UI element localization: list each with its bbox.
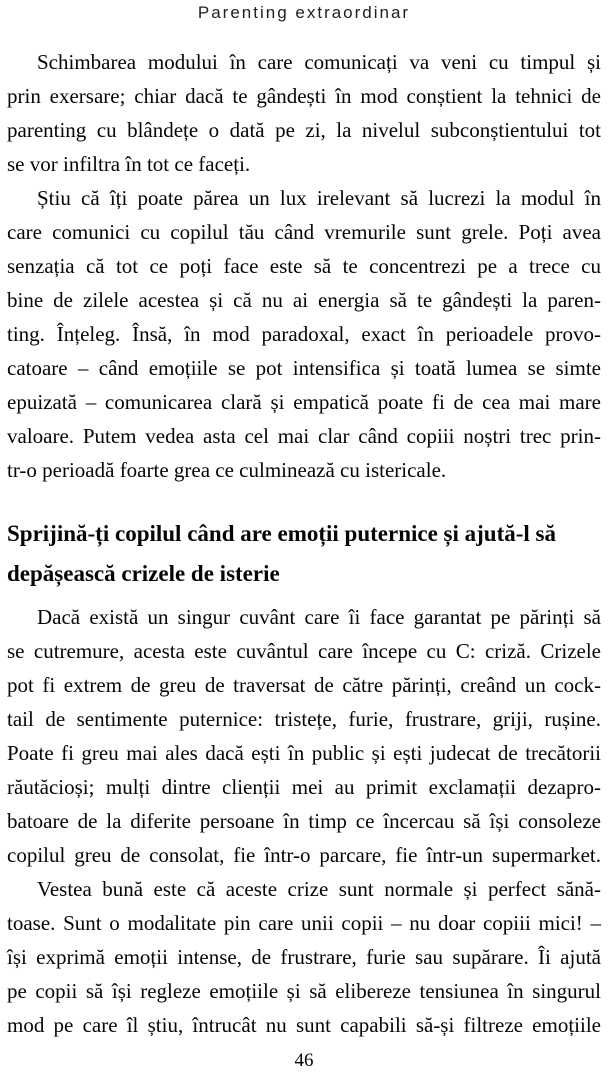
text-line: Poate fi greu mai ales dacă ești în public și ești judecat de trecătorii — [7, 741, 601, 765]
page-body — [7, 45, 601, 1042]
text-line: pe copii să își regleze emoțiile și să elibereze tensiunea în singurul — [7, 979, 601, 1003]
running-head: Parenting extraordinar — [197, 3, 411, 22]
text-line: tail de sentimente puternice: tristețe, furie, frustrare, griji, rușine. — [7, 707, 601, 731]
text-line: se vor infiltra în tot ce faceți. — [7, 152, 251, 176]
text-line: Vestea bună este că aceste crize sunt normale și perfect sănă- — [37, 877, 601, 901]
text-line: Schimbarea modului în care comunicați va veni cu timpul și — [37, 50, 601, 74]
text-line: Dacă există un singur cuvânt care îi face garantat pe părinți să — [37, 605, 601, 629]
page-number: 46 — [294, 1050, 314, 1071]
text-line: ting. Înțeleg. Însă, în mod paradoxal, exact în perioadele provo- — [7, 322, 601, 346]
text-line: epuizată – comunicarea clară și empatică poate fi de cea mai mare — [7, 390, 601, 414]
text-line: copilul greu de consolat, fie într-o parcare, fie într-un supermarket. — [7, 843, 601, 867]
text-line: tr-o perioadă foarte grea ce culminează cu istericale. — [7, 458, 447, 482]
paragraph — [7, 600, 601, 872]
text-line: senzația că tot ce poți face este să te concentrezi pe a trece cu — [7, 254, 601, 278]
text-line: bine de zilele acestea și că nu ai energia să te gândești la paren- — [7, 288, 601, 312]
section-heading — [7, 514, 601, 594]
heading-line: Sprijină-ți copilul când are emoții puternice și ajută-l să — [7, 521, 557, 546]
text-line: valoare. Putem vedea asta cel mai clar când copiii noștri trec prin- — [7, 424, 601, 448]
text-line: se cutremure, acesta este cuvântul care începe cu C: criză. Crizele — [7, 639, 601, 663]
text-line: Știu că îți poate părea un lux irelevant să lucrezi la modul în — [37, 186, 601, 210]
heading-line: depășească crizele de isterie — [7, 561, 280, 586]
paragraph — [7, 872, 601, 1042]
text-line: răutăcioși; mulți dintre clienții mei au primit exclamații dezapro- — [7, 775, 601, 799]
text-line: toase. Sunt o modalitate pin care unii copii – nu doar copiii mici! – — [7, 911, 601, 935]
text-line: parenting cu blândețe o dată pe zi, la nivelul subconștientului tot — [7, 118, 601, 142]
text-line: pot fi extrem de greu de traversat de către părinți, creând un cock- — [7, 673, 601, 697]
paragraph — [7, 45, 601, 181]
text-line: prin exersare; chiar dacă te gândești în mod conștient la tehnici de — [7, 84, 601, 108]
text-line: care comunici cu copilul tău când vremurile sunt grele. Poți avea — [7, 220, 601, 244]
text-line: catoare – când emoțiile se pot intensifica și toată lumea se simte — [7, 356, 601, 380]
text-line: mod pe care îl știu, întrucât nu sunt capabili să-și filtreze emoțiile — [7, 1013, 601, 1037]
paragraph — [7, 181, 601, 487]
text-line: batoare de la diferite persoane în timp ce încercau să își consoleze — [7, 809, 601, 833]
text-line: își exprimă emoții intense, de frustrare, furie sau supărare. Îi ajută — [7, 945, 601, 969]
